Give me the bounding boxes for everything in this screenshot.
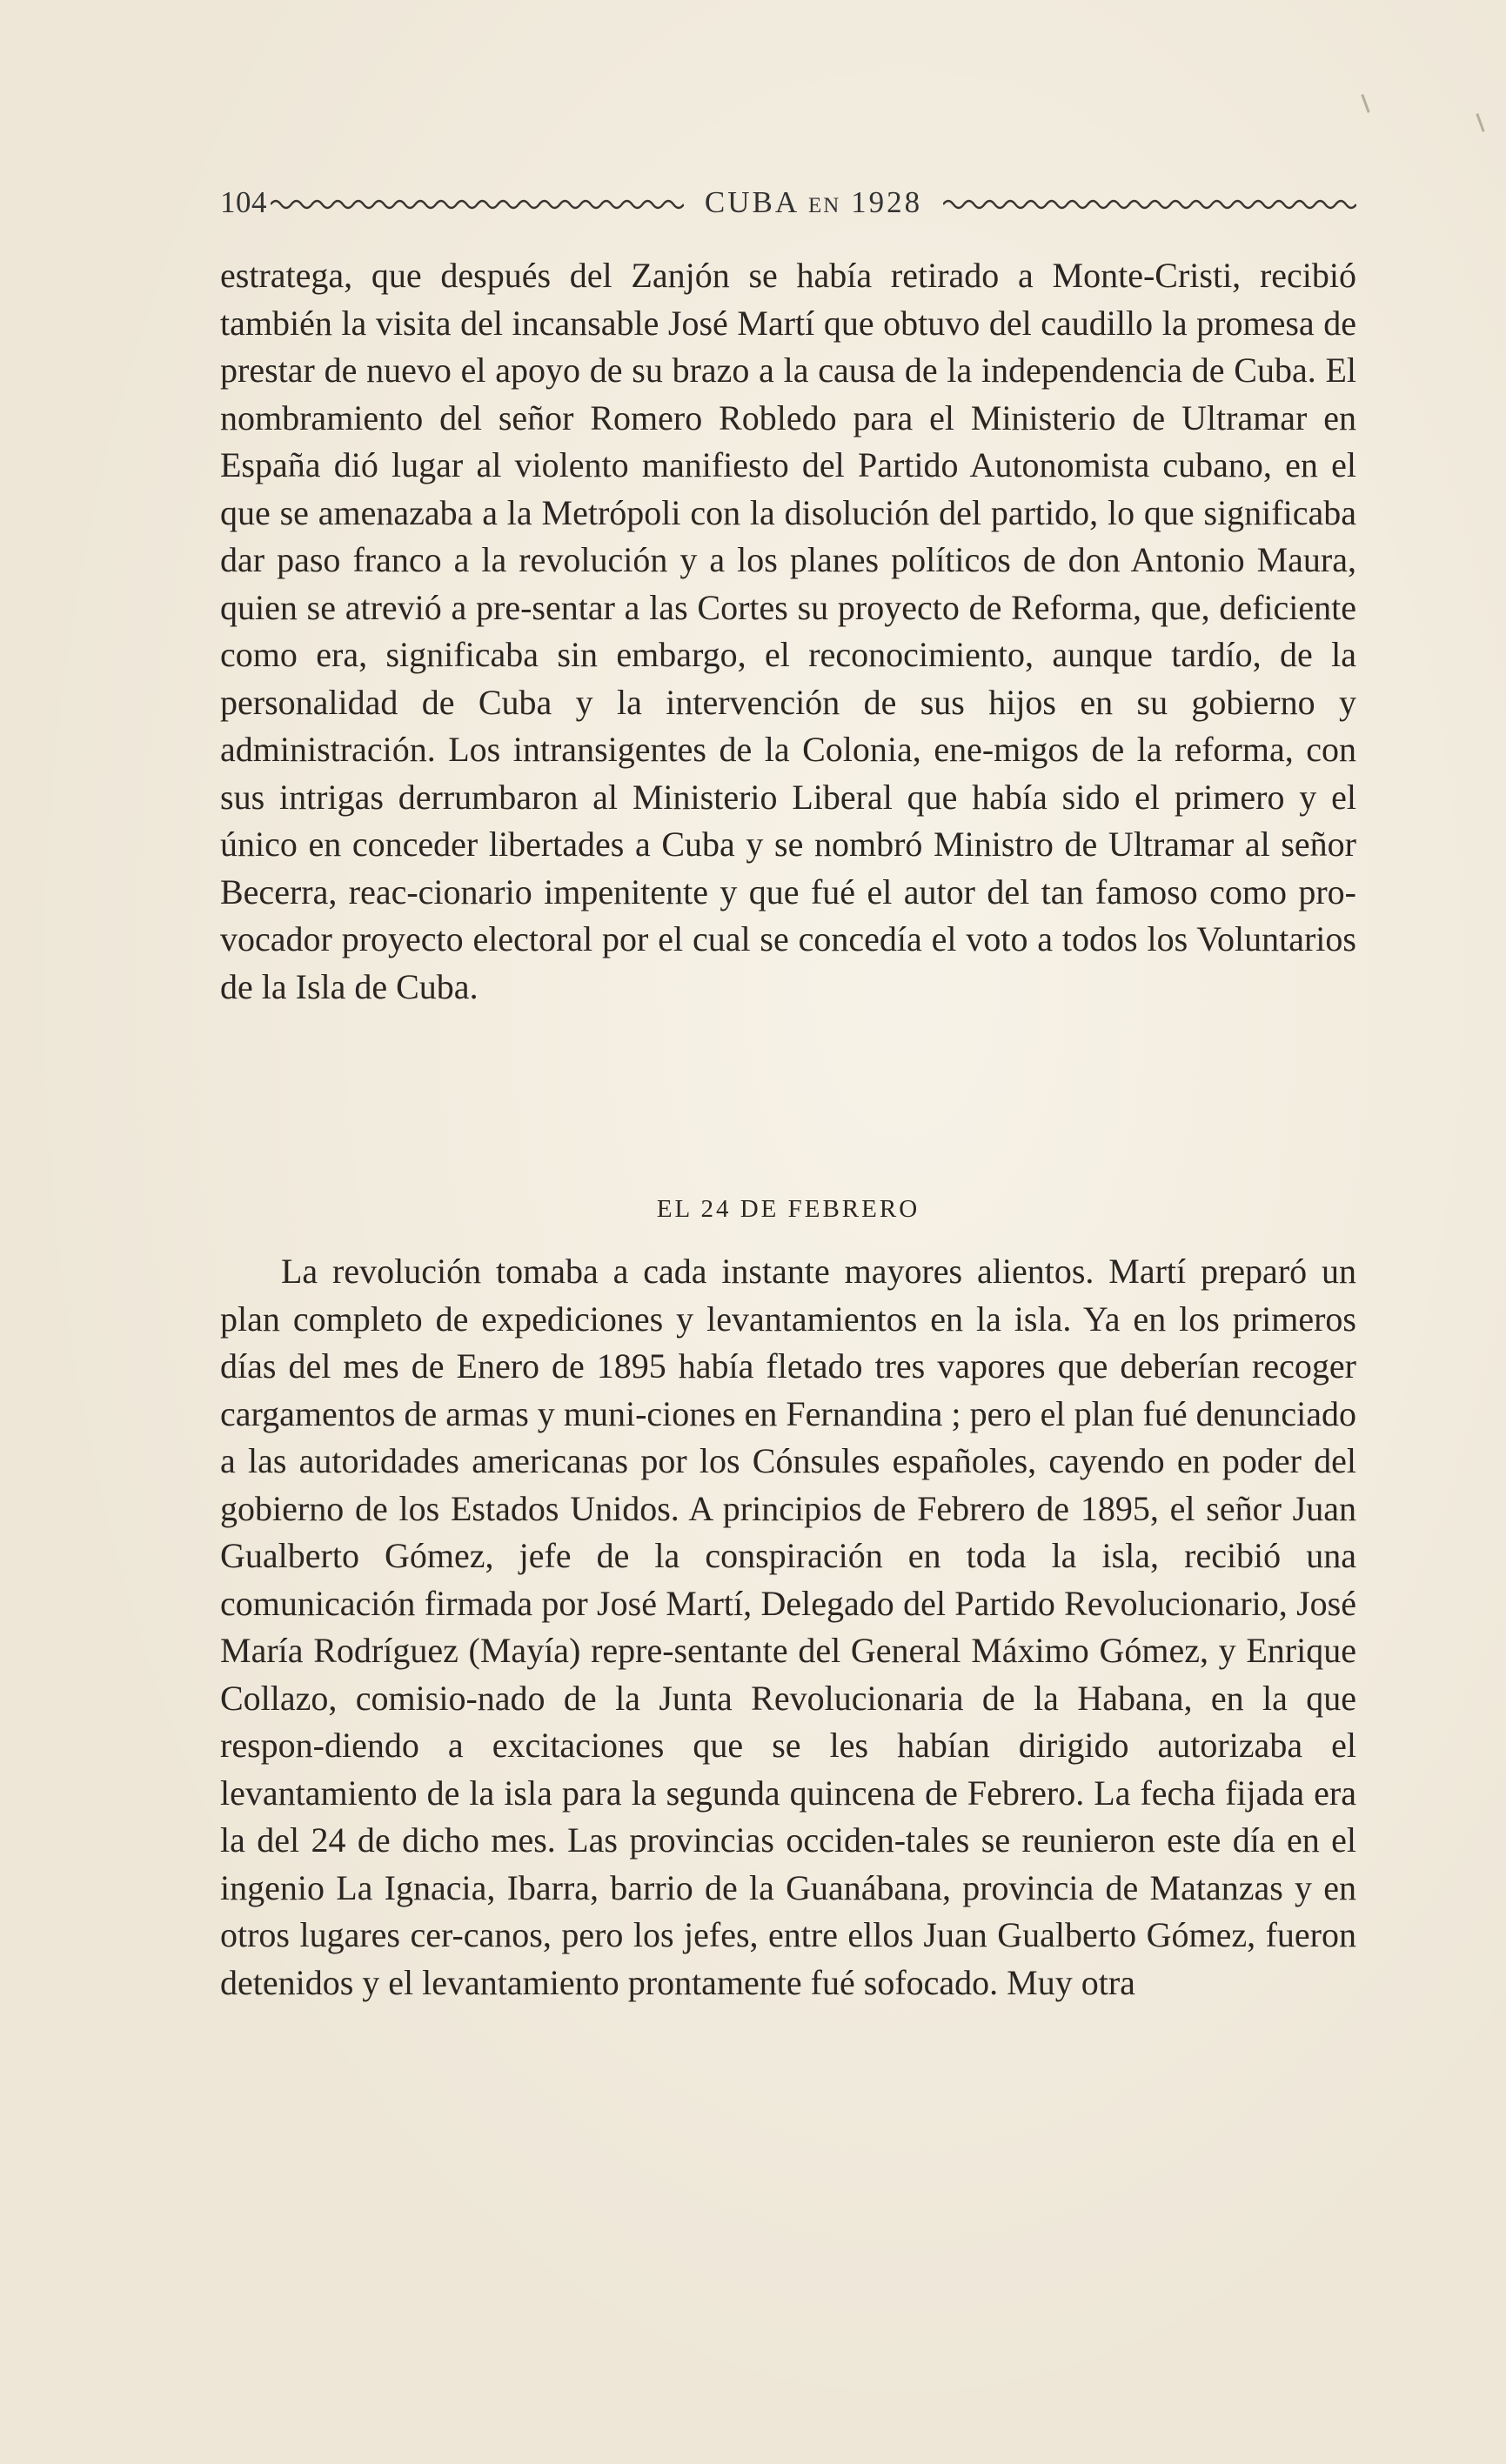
running-title-year: 1928 — [840, 185, 923, 219]
running-head — [220, 181, 1356, 224]
margin-mark — [1476, 113, 1484, 132]
page-number: 104 — [220, 185, 267, 219]
running-title — [705, 185, 922, 220]
section-heading: EL 24 DE FEBRERO — [656, 1195, 920, 1223]
wavy-rule-ornament-left — [271, 194, 684, 211]
body-paragraph-1: estratega, que después del Zanjón se había retirado a Monte-Cristi, recibió también la visita del incansable José Martí que obtuvo del caudillo la promesa de prestar de nuevo el apoyo de su brazo a la causa de la independencia de Cuba. El nombramiento del señor Romero Robledo para el Ministerio de Ultramar en España dió lugar al violento manifiesto del Partido Autonomista cubano, en el que se amenazaba a la Metrópoli con la disolución del partido, lo que significaba dar paso franco a la revolución y a los planes políticos de don Antonio Maura, quien se atrevió a pre-sentar a las Cortes su proyecto de Reforma, que, deficiente como era, significaba sin embargo, el reconocimiento, aunque tardío, de la personalidad de Cuba y la intervención de sus hijos en su gobierno y administración. Los intransigentes de la Colonia, ene-migos de la reforma, con sus intrigas derrumbaron al Ministerio Liberal que había sido el primero y el único en conceder libertades a Cuba y se nombró Ministro de Ultramar al señor Becerra, reac-cionario impenitente y que fué el autor del tan famoso como pro-vocador proyecto electoral por el cual se concedía el voto a todos los Voluntarios de la Isla de Cuba. — [220, 256, 1356, 1006]
wavy-rule-ornament-right — [943, 194, 1356, 211]
running-title-main: CUBA — [704, 185, 808, 219]
body-paragraph-2: La revolución tomaba a cada instante mayores alientos. Martí preparó un plan completo de expediciones y levantamientos en la isla. Ya en los primeros días del mes de Enero de 1895 había fletado tres vapores que deberían recoger cargamentos de armas y muni-ciones en Fernandina ; pero el plan fué denunciado a las autoridades americanas por los Cónsules españoles, cayendo en poder del gobierno de los Estados Unidos. A principios de Febrero de 1895, el señor Juan Gualberto Gómez, jefe de la conspiración en toda la isla, recibió una comunicación firmada por José Martí, Delegado del Partido Revolucionario, José María Rodríguez (Mayía) repre-sentante del General Máximo Gómez, y Enrique Collazo, comisio-nado de la Junta Revolucionaria de la Habana, en la que respon-diendo a excitaciones que se les habían dirigido autorizaba el levantamiento de la isla para la segunda quincena de Febrero. La fecha fijada era la del 24 de dicho mes. Las provincias occiden-tales se reunieron este día en el ingenio La Ignacia, Ibarra, barrio de la Guanábana, provincia de Matanzas y en otros lugares cer-canos, pero los jefes, entre ellos Juan Gualberto Gómez, fueron detenidos y el levantamiento prontamente fué sofocado. Muy otra — [220, 1252, 1356, 2002]
margin-mark — [1361, 94, 1369, 113]
running-title-small: EN — [807, 194, 841, 217]
